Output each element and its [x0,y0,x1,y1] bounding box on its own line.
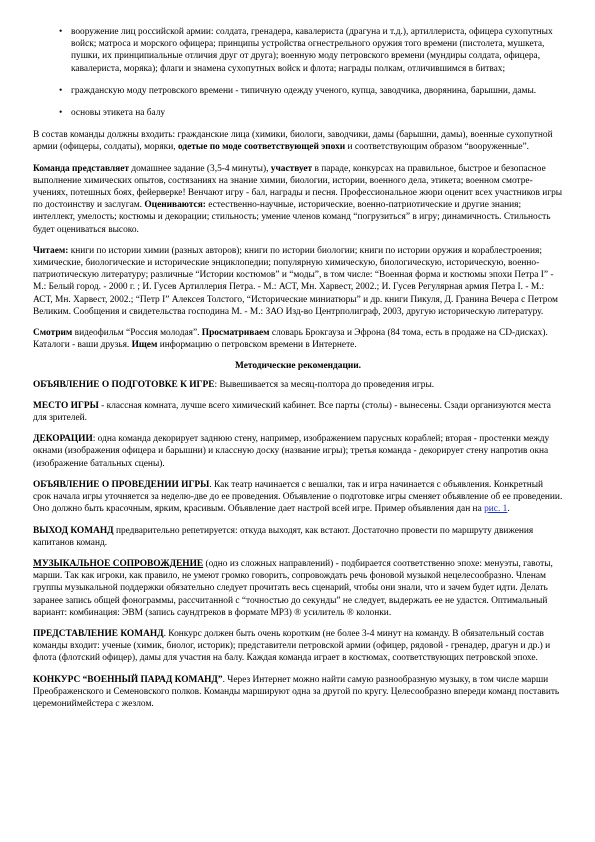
section-music: МУЗЫКАЛЬНОЕ СОПРОВОЖДЕНИЕ (одно из сложных направлений) - подбирается соответственно эпохе: менуэты, гавоты, марши. Так как игроки, как правило, не умеют громко говорить, сопровождать речь фоновой музыкой нецелесообразно. Членам группы музыкальной поддержки обязательно следует прочитать весь сценарий, чтобы они знали, что и зачем будет идти. Делать заранее запись общей фонограммы, рассчитанной с “точностью до секунды” не следует, выдержать ее не удастся. Оптимальный вариант: комбинация: ЭВМ (запись саундтреков в формате МР3) ® усилитель ® колонки. [33,558,553,618]
team-composition-paragraph: В состав команды должны входить: гражданские лица (химики, биологи, заводчики, дамы (барышни, дамы), военные сухопутной армии (офицеры, солдаты), моряки, одетые по моде соответствующей эпохи и соответствующим образом “вооруженные”. [33,130,553,153]
watching-paragraph: Смотрим видеофильм “Россия молодая”. Просматриваем словарь Брокгауза и Эфрона (84 тома, есть в продаже на CD-дисках). Каталоги - ваши друзья. Ищем информацию о петровском времени в Интернете. [33,328,548,351]
section-venue: МЕСТО ИГРЫ - классная комната, лучше всего химический кабинет. Все парты (столы) - вынесены. Сзади организуются места для зрителей. [33,400,551,424]
section-team-presentation: ПРЕДСТАВЛЕНИЕ КОМАНД. Конкурс должен быть очень коротким (не более 3-4 минут на команду. В обязательный состав команды входит: ученые (химик, биолог, историк); представители петровской армии (офицер, рядовой - гренадер, драгун и др.) и флота (флотский офицер), дамы для участия на балу. Каждая команда играет в костюмах, соответствующих петровской эпохе. [33,628,551,664]
bullet-icon: • [59,27,63,37]
bullet-icon: • [59,85,63,96]
section-team-entrance: ВЫХОД КОМАНД предварительно репетируется: откуда выходят, как встают. Достаточно провести по маршруту движения капитанов команд. [33,525,534,548]
document-page [33,26,563,719]
section-announcement: ОБЪЯВЛЕНИЕ О ПОДГОТОВКЕ К ИГРЕ: Вывешивается за месяц-полтора до проведения игры. [33,379,435,390]
section-parade-contest: КОНКУРС “ВОЕННЫЙ ПАРАД КОМАНД”. Через Интернет можно найти самую разнообразную музыку, в том числе марши Преображенского и Семеновского полков. Команды маршируют одна за другой по кругу. Целесообразно впереди команд поставить церемониймейстера с жезлом. [33,674,560,709]
section-game-announcement: ОБЪЯВЛЕНИЕ О ПРОВЕДЕНИИ ИГРЫ. Как театр начинается с вешалки, так и игра начинается с объявления. Конкретный срок начала игры уточняется за неделю-две до ее проведения. Объявление о подготовке игры сменяет объявление об ее проведении. Оно должно быть красочным, ярким, красивым. Объявление дает настрой всей игре. Пример объявления дан на рис. 1. [33,479,563,515]
list-item: • гражданскую моду петровского времени - типичную одежду ученого, купца, заводчика, дворянина, барышни, дамы. [59,85,537,96]
bullet-list [33,26,563,119]
figure-link[interactable]: рис. 1 [484,504,508,515]
list-item: • вооружение лиц российской армии: солдата, гренадера, кавалериста (драгуна и т.д.), артиллериста, офицера сухопутных войск; матроса и морского офицера; принципы устройства огнестрельного оружия того времени (пистолета, мушкета, пушки, их принципиальные отличия друг от друга); военную моду петровского времени (мундиры солдата, офицера, кавалериста, моряка); флаги и знамена сухопутных войск и флота; награды полкам, отличившимся в битвах; [59,27,553,74]
section-heading: Методические рекомендации. [234,361,362,372]
section-decorations: ДЕКОРАЦИИ: одна команда декорирует заднюю стену, например, изображением парусных кораблей; вторая - простенки между окнами (изображения офицера и барышни) и классную доску (название игры); третья команда - декорирует стену напротив окна (изображение батальных сцены). [33,434,550,469]
bullet-icon: • [59,108,63,119]
list-item: • основы этикета на балу [59,108,166,119]
team-presents-paragraph: Команда представляет домашнее задание (3,5-4 минуты), участвует в параде, конкурсах на правильное, быстрое и безопасное выполнение химических опытов, состязаниях на знание химии, биологии, истории, военного дела, этикета; военном смотре-учениях, потешных боях, фейерверке! Венчают игру - бал, награды и песня. Профессиональное жюри оценит всех участников игры по достоинству и заслугам. Оцениваются: естественно-научные, исторические, военно-патриотические и другие знания; интеллект, умелость; костюмы и декорации; стильность; умение членов команд “погрузиться” в игру; динамичность. Стильность будет оцениваться высоко. [33,163,563,235]
reading-paragraph: Читаем: книги по истории химии (разных авторов); книги по истории биологии; книги по истории оружия и кораблестроения; химические, биологические и исторические энциклопедии; популярную химическую, биологическую, историческую, военно-патриотическую литературу; различные “Истории костюмов” и “моды”, в том числе: “Военная форма и костюмы эпохи Петра I” - М.: Белый город. - 2000 г. ; И. Гусев Артиллерия Петра. - М.: АСТ, Мн. Харвест, 2002.; И. Гусев Регулярная армия Петра I. - М.: АСТ, Мн. Харвест, 2002.; “Петр I” Алексея Толстого, “Исторические миниатюры” и др. книги Пикуля, Д. Гранина Вечера с Петром Великим. Сообщения и свидетельства господина М. - М.: ЗАО Изд-во Центрполиграф, 2003, другую историческую литературу. [33,245,558,317]
